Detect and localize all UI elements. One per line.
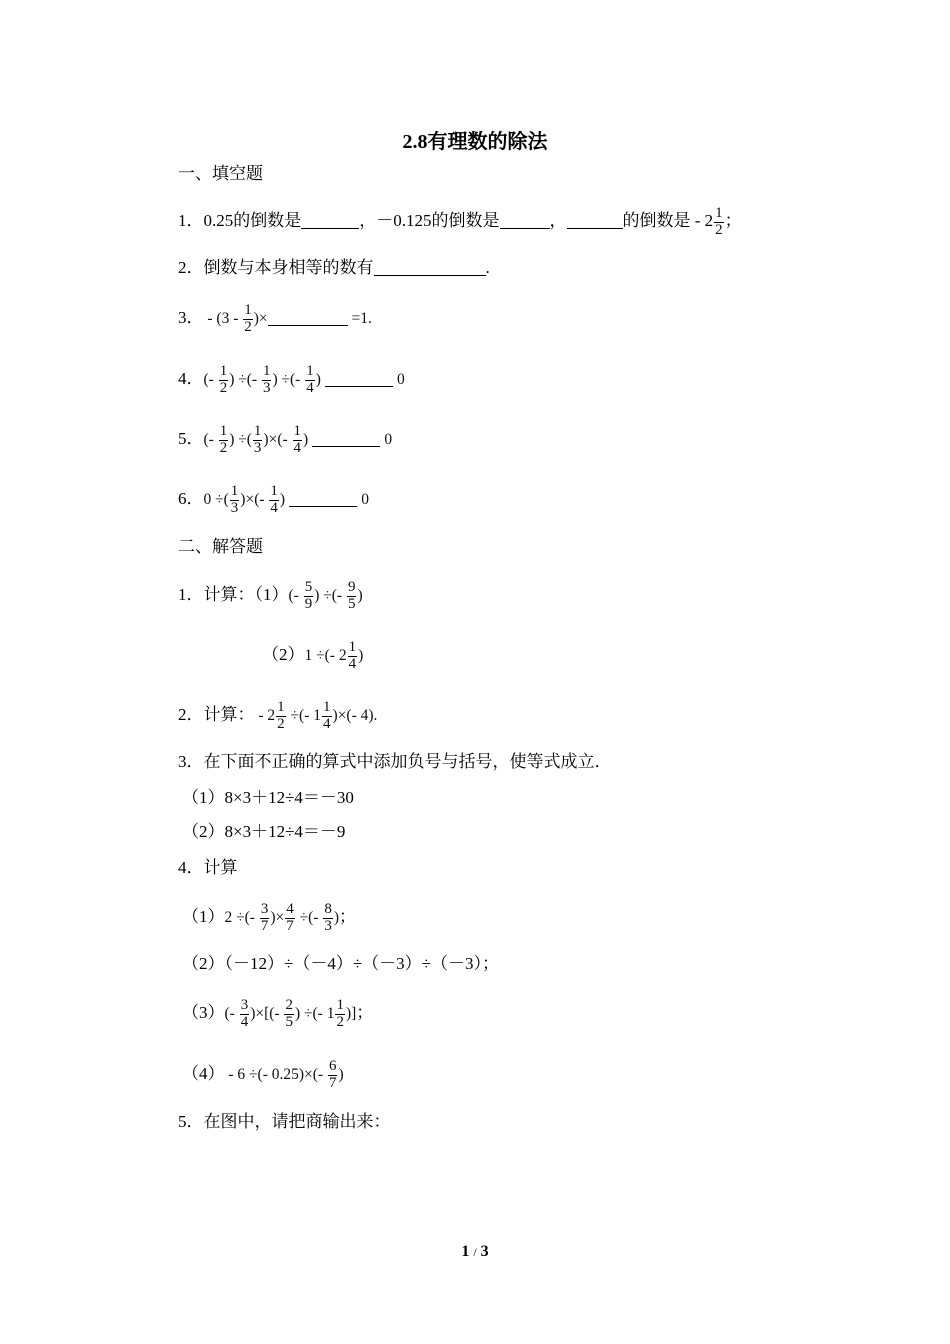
page-title: 2.8有理数的除法 [402,131,548,153]
question-2-4-part-3: （3）(- $\frac{3}{4}$ )×[(- $\frac{2}{5}$ ) ÷(- 1 $\frac{1}{2}$ )]； [182,997,374,1030]
fraction: $\frac{3}{7}$ [260,901,269,934]
fraction: $\frac{4}{7}$ [286,901,294,934]
question-2-5: 5．在图中，请把商输出来： [178,1112,391,1131]
question-2-3-part-1: （1）8×3＋12÷4＝－30 [182,788,354,807]
answer-blank[interactable] [289,489,357,507]
question-2-1: 1．计算：（1）(- $\frac{5}{9}$ ) ÷(- $\frac{9}{5}$ ) [178,579,363,612]
question-2-3: 3．在下面不正确的算式中添加负号与括号，使等式成立． [178,752,612,771]
question-1-6: 6．0 ÷( $\frac{1}{3}$ )×(- $\frac{1}{4}$ ) 0 [178,483,369,516]
fraction: $\frac{9}{5}$ [347,579,356,612]
fraction: $\frac{1}{4}$ [270,483,278,516]
fraction: $\frac{3}{4}$ [240,997,249,1030]
question-2-4-part-1: （1）2 ÷(- $\frac{3}{7}$ )× $\frac{4}{7}$ ÷(- $\frac{8}{3}$ )； [182,901,357,934]
question-2-2: 2．计算： - 2 $\frac{1}{2}$ ÷(- 1 $\frac{1}{4}$ )×(- 4). [178,699,378,732]
question-1-3: 3． - (3 - $\frac{1}{2}$ )× =1. [178,302,372,335]
section-heading-fill-blank: 一、填空题 [178,164,263,183]
fraction: $\frac{1}{2}$ [277,699,285,732]
fraction: $\frac{1}{2}$ [219,423,228,456]
answer-blank[interactable] [567,211,623,229]
question-2-3-part-2: （2）8×3＋12÷4＝－9 [182,822,346,841]
fraction: $\frac{1}{4}$ [293,423,302,456]
fraction: $\frac{5}{9}$ [304,579,313,612]
fraction: $\frac{1}{3}$ [253,423,262,456]
question-1-4: 4．(- $\frac{1}{2}$ ) ÷(- $\frac{1}{3}$ ) ÷(- $\frac{1}{4}$ ) 0 [178,363,405,396]
question-1-2: 2．倒数与本身相等的数有 . [178,258,490,277]
answer-blank[interactable] [374,258,486,276]
fraction: $\frac{1}{4}$ [348,639,357,672]
fraction: $\frac{1}{2}$ [244,302,252,335]
fraction: $\frac{6}{7}$ [328,1058,337,1091]
fraction: $\frac{1}{2}$ [715,205,723,238]
fraction: $\frac{1}{2}$ [336,997,344,1030]
fraction: $\frac{1}{4}$ [323,699,331,732]
question-2-4-part-4: （4） - 6 ÷(- 0.25)×(- $\frac{6}{7}$ ) [182,1058,344,1091]
question-1-1: 1．0.25的倒数是 ，－0.125的倒数是 ， 的倒数是 - 2 $\frac{1}{2}$ ； [178,205,742,238]
fraction: $\frac{1}{3}$ [262,363,271,396]
question-2-1-part-2: （2）1 ÷(- 2 $\frac{1}{4}$ ) [262,639,364,672]
question-2-4-part-2: （2）（－12）÷（－4）÷（－3）÷（－3）； [182,954,499,973]
fraction: $\frac{1}{2}$ [219,363,228,396]
question-2-4: 4．计算 [178,858,238,877]
answer-blank[interactable] [268,308,348,326]
fraction: $\frac{2}{5}$ [285,997,293,1030]
fraction: $\frac{1}{3}$ [230,483,239,516]
section-heading-answer: 二、解答题 [178,537,263,556]
question-1-5: 5．(- $\frac{1}{2}$ ) ÷( $\frac{1}{3}$ )×(- $\frac{1}{4}$ ) 0 [178,423,393,456]
fraction: $\frac{1}{4}$ [306,363,314,396]
answer-blank[interactable] [301,211,359,229]
answer-blank[interactable] [500,211,550,229]
fraction: $\frac{8}{3}$ [324,901,332,934]
answer-blank[interactable] [312,429,380,447]
page-number: 1 / 3 [461,1243,489,1260]
answer-blank[interactable] [325,369,393,387]
